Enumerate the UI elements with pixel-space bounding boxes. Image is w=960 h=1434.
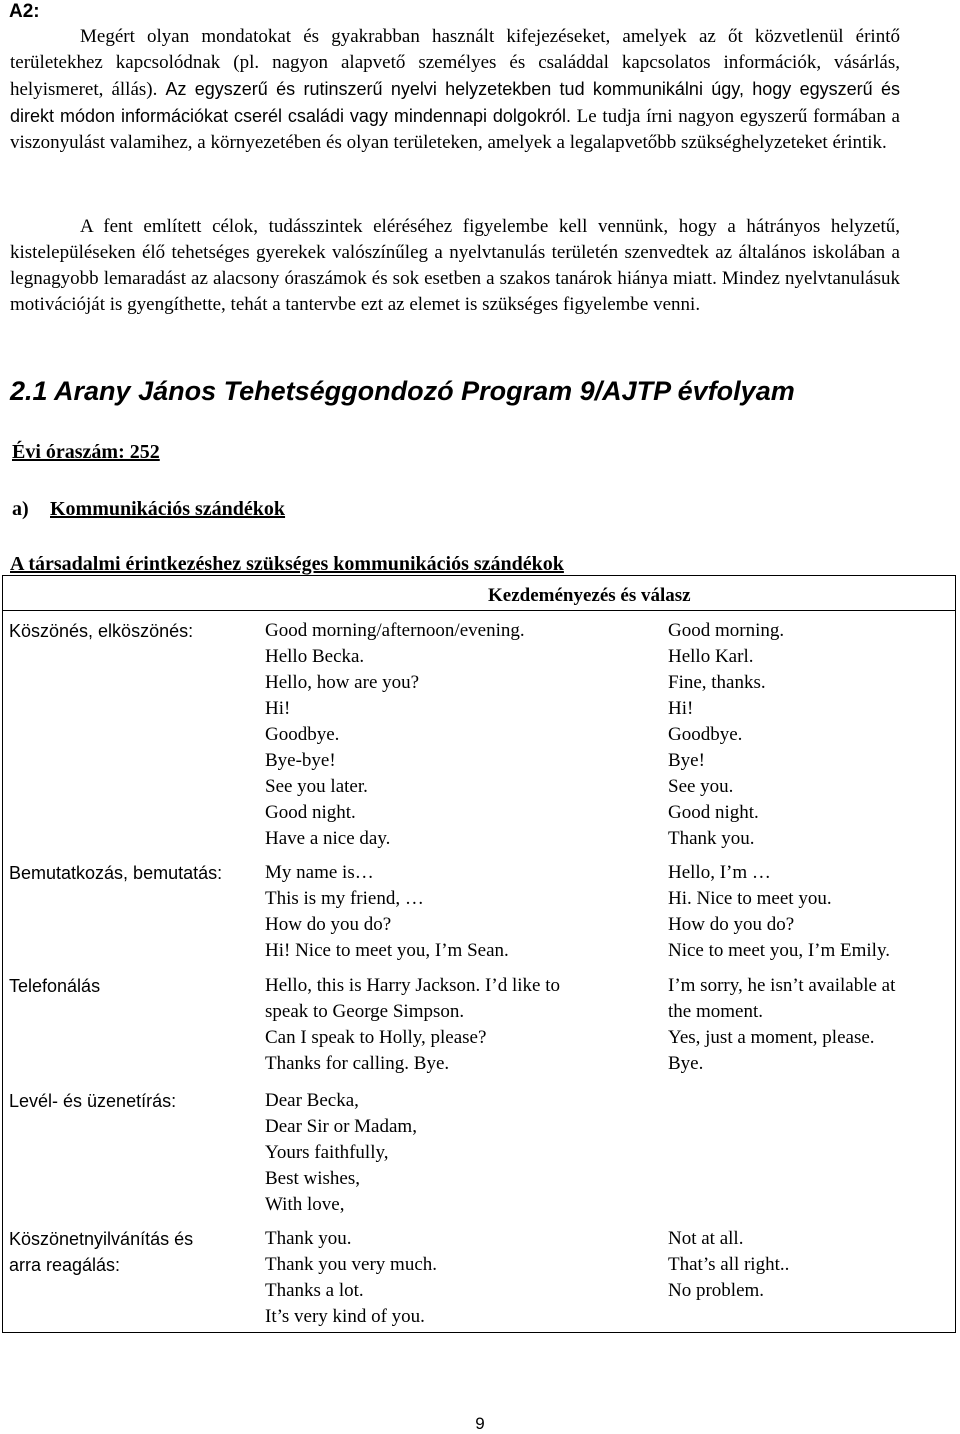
initiation-line: Bye-bye! [265, 750, 336, 771]
response-line: Good night. [668, 802, 759, 823]
table-row-4-initiation [265, 1088, 417, 1218]
response-line: the moment. [668, 1001, 763, 1022]
paragraph-1-part-1: Megért olyan mondatokat és gyakrabban használt kifejezéseket, amelyek az őt közvetlenül érintő területekhez kapcsolódnak (pl. nagyon alapvető személyes és családdal kapcsolatos információk, vásárlás, helyismeret, állás). [10, 26, 900, 100]
table-row-4-category [9, 1088, 176, 1114]
initiation-line: Dear Becka, [265, 1090, 359, 1111]
initiation-line: Hello Becka. [265, 646, 365, 667]
category-line: arra reagálás: [9, 1255, 121, 1275]
initiation-line: Thank you. [265, 1228, 352, 1249]
response-line: Thank you. [668, 828, 755, 849]
initiation-line: It’s very kind of you. [265, 1306, 425, 1327]
table-row-2-category [9, 860, 222, 886]
table-row-3-initiation [265, 973, 560, 1077]
initiation-line: Thanks for calling. Bye. [265, 1053, 450, 1074]
section-heading: 2.1 Arany János Tehetséggondozó Program 9/AJTP évfolyam [10, 376, 795, 406]
paragraph-2 [10, 214, 900, 318]
category-line: Bemutatkozás, bemutatás: [9, 863, 223, 883]
response-line: Hello Karl. [668, 646, 754, 667]
initiation-line: How do you do? [265, 914, 392, 935]
response-line: Hi. Nice to meet you. [668, 888, 832, 909]
response-line: How do you do? [668, 914, 795, 935]
table-row-1-category [9, 618, 193, 644]
initiation-line: Have a nice day. [265, 828, 391, 849]
table-row-3-response [668, 973, 895, 1077]
subsection-label: a) [12, 498, 29, 520]
category-line: Köszönés, elköszönés: [9, 621, 194, 641]
response-line: I’m sorry, he isn’t available at [668, 975, 896, 996]
table-row-2-response [668, 860, 890, 964]
subsection-heading [12, 497, 285, 521]
initiation-line: See you later. [265, 776, 368, 797]
response-line: Goodbye. [668, 724, 743, 745]
response-line: Not at all. [668, 1228, 744, 1249]
initiation-line: My name is… [265, 862, 374, 883]
annual-hours: Évi óraszám: 252 [12, 441, 160, 463]
initiation-line: Dear Sir or Madam, [265, 1116, 417, 1137]
table-row-5-initiation [265, 1226, 437, 1330]
response-line: Yes, just a moment, please. [668, 1027, 875, 1048]
initiation-line: With love, [265, 1194, 345, 1215]
table-row-5-response [668, 1226, 789, 1304]
initiation-line: Hello, how are you? [265, 672, 420, 693]
response-line: That’s all right.. [668, 1254, 790, 1275]
header-label: A2: [9, 1, 40, 22]
response-line: No problem. [668, 1280, 765, 1301]
paragraph-2-part-1: A fent említett célok, tudásszintek eléréséhez figyelembe kell vennünk, hogy a hátrányos helyzetű, kistelepüléseken élő tehetséges gyerekek valószínűleg a nyelvtanulás területén szenvedtek az általános iskolában a legnagyobb lemaradást az alacsony óraszámok és sok esetben a szakos tanárok hiánya miatt. [10, 216, 900, 289]
initiation-line: speak to George Simpson. [265, 1001, 465, 1022]
response-line: Bye! [668, 750, 705, 771]
table-row-2-initiation [265, 860, 509, 964]
initiation-line: Good morning/afternoon/evening. [265, 620, 525, 641]
response-line: See you. [668, 776, 734, 797]
table-column-header: Kezdeményezés és válasz [488, 585, 691, 606]
table-row-1-initiation [265, 618, 525, 852]
page-number: 9 [475, 1414, 485, 1433]
paragraph-1-part-3: Le tudja írni nagyon egyszerű formában a viszonyulást valamihez, a környezetében és olyan területeken, amelyek a legalapvetőbb szükséghelyzeteket érintik. [10, 106, 900, 153]
response-line: Good morning. [668, 620, 785, 641]
initiation-line: Good night. [265, 802, 356, 823]
subsection-title: Kommunikációs szándékok [50, 498, 286, 520]
initiation-line: Goodbye. [265, 724, 340, 745]
initiation-line: Thanks a lot. [265, 1280, 364, 1301]
initiation-line: This is my friend, … [265, 888, 424, 909]
paragraph-1-part-2: Az egyszerű és rutinszerű nyelvi helyzetekben tud kommunikálni úgy, hogy egyszerű és direkt módon információkat cserél családi vagy mindennapi dolgokról. [10, 79, 900, 126]
initiation-line: Hi! [265, 698, 291, 719]
initiation-line: Best wishes, [265, 1168, 360, 1189]
table-title: A társadalmi érintkezéshez szükséges kommunikációs szándékok [10, 553, 564, 575]
response-line: Nice to meet you, I’m Emily. [668, 940, 890, 961]
initiation-line: Yours faithfully, [265, 1142, 389, 1163]
response-line: Bye. [668, 1053, 704, 1074]
category-line: Levél- és üzenetírás: [9, 1091, 177, 1111]
initiation-line: Can I speak to Holly, please? [265, 1027, 487, 1048]
response-line: Fine, thanks. [668, 672, 766, 693]
response-line: Hello, I’m … [668, 862, 771, 883]
table-row-5-category [9, 1226, 193, 1278]
initiation-line: Hi! Nice to meet you, I’m Sean. [265, 940, 509, 961]
initiation-line: Thank you very much. [265, 1254, 438, 1275]
initiation-line: Hello, this is Harry Jackson. I’d like to [265, 975, 560, 996]
table-row-3-category [9, 973, 100, 999]
table-row-1-response [668, 618, 784, 852]
paragraph-1 [10, 24, 900, 156]
paragraph-2-part-2: Mindez nyelvtanulásuk motivációját is gyengíthette, tehát a tantervbe ezt az elemet is szükséges figyelembe venni. [10, 268, 900, 315]
category-line: Köszönetnyilvánítás és [9, 1229, 194, 1249]
category-line: Telefonálás [9, 976, 101, 996]
table-header-divider [2, 610, 956, 611]
response-line: Hi! [668, 698, 694, 719]
